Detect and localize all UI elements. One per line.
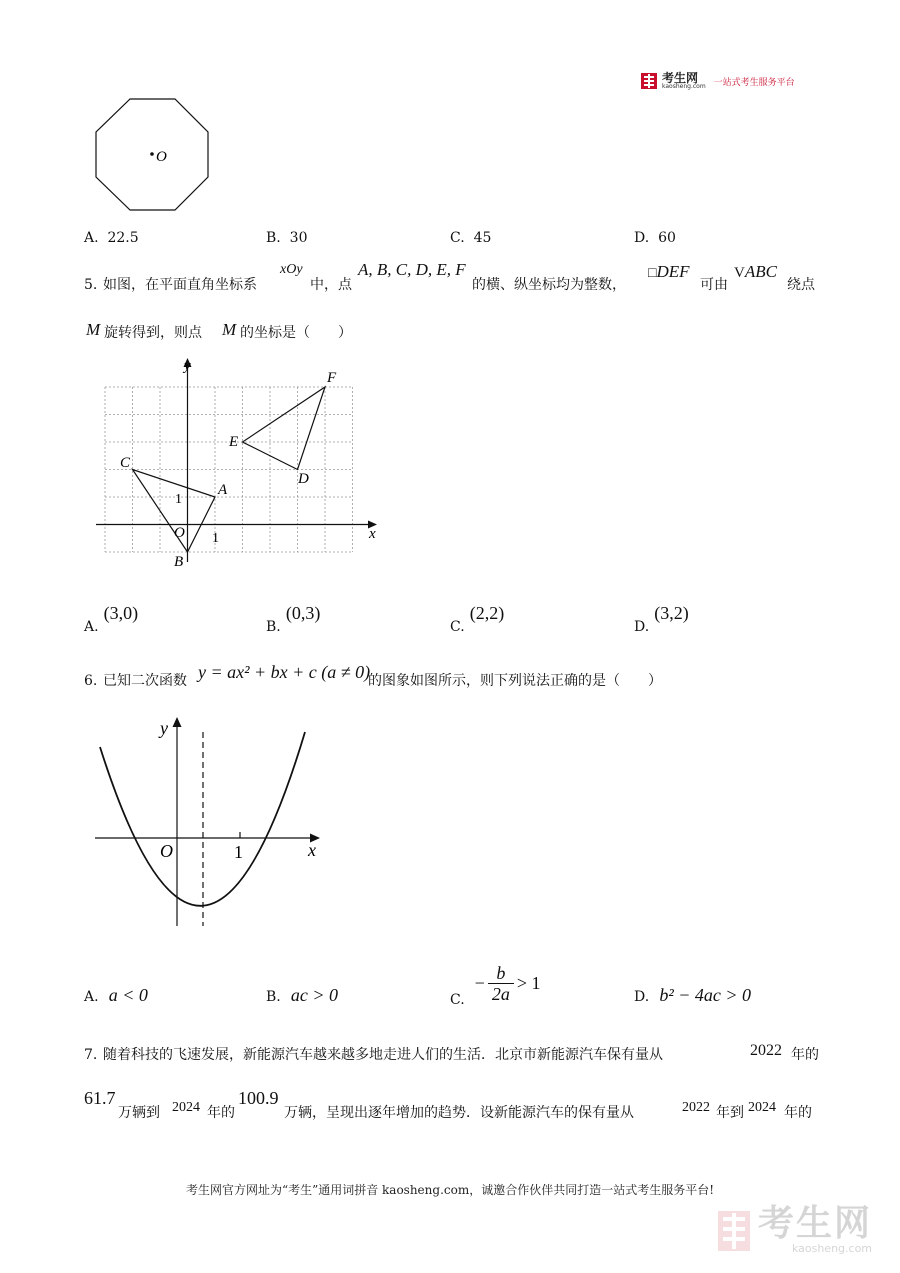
label-d: D	[298, 471, 309, 487]
q5-text-4: 可由	[700, 277, 728, 293]
q5-text-6: 旋转得到，则点	[104, 325, 202, 341]
q5-option-a[interactable]: A. (3,0)	[84, 603, 139, 635]
q6-math-func: y = ax² + bx + c (a ≠ 0)	[198, 662, 371, 682]
parabola-curve	[100, 732, 305, 906]
q6-option-b[interactable]: B. ac > 0	[266, 985, 339, 1005]
q7-value-2: 100.9	[238, 1088, 279, 1108]
q7-text-6: 年的	[784, 1105, 812, 1121]
q6-option-d[interactable]: D. b² − 4ac > 0	[634, 985, 752, 1005]
q7-value-1: 61.7	[84, 1088, 116, 1108]
q7-year-3: 2022	[682, 1100, 710, 1115]
q6-number: 6.	[84, 673, 98, 689]
q7-year-4: 2024	[748, 1100, 776, 1115]
q4-option-b[interactable]: B. 30	[266, 230, 308, 246]
q5-text-5: 绕点	[787, 277, 815, 293]
tick-label: 1	[234, 842, 243, 862]
label-b: B	[174, 554, 184, 570]
y-axis-label: y	[184, 358, 191, 374]
header-brand-en: kaosheng.com	[662, 83, 706, 90]
q5-text-3: 的横、纵坐标均为整数，	[472, 277, 626, 293]
q5-text-2: 中，点	[310, 277, 352, 293]
q5-math-def: □DEF	[648, 262, 690, 281]
y-tick-label: 1	[175, 492, 182, 507]
q5-number: 5.	[84, 277, 98, 293]
q7-text-4: 万辆，呈现出逐年增加的趋势．设新能源汽车的保有量从	[284, 1105, 634, 1121]
header-slogan: 一站式考生服务平台	[713, 77, 795, 88]
label-e: E	[229, 434, 239, 450]
label-f: F	[327, 370, 337, 386]
q6-text-2: 的图象如图所示，则下列说法正确的是（ ）	[368, 673, 662, 689]
x-axis-label: x	[369, 526, 376, 542]
q7-text-2: 万辆到	[118, 1105, 160, 1121]
origin-label: O	[160, 841, 173, 861]
q4-option-d[interactable]: D. 60	[634, 230, 676, 246]
q5-math-m2: M	[222, 320, 237, 339]
q7-year-2: 2024	[172, 1100, 200, 1115]
q7-year-1: 2022	[750, 1042, 782, 1059]
octagon-figure	[90, 95, 215, 215]
header-brand	[662, 72, 706, 90]
center-label: O	[156, 149, 167, 165]
q7-line-1-end: 年的	[791, 1047, 819, 1063]
q5-option-b[interactable]: B. (0,3)	[266, 603, 321, 635]
watermark	[716, 1203, 873, 1255]
q5-grid-figure	[90, 350, 385, 580]
watermark-cn: 考生网	[758, 1203, 873, 1244]
origin-label: O	[174, 525, 185, 541]
q7-line-1: 随着科技的飞速发展，新能源汽车越来越多地走进人们的生活．北京市新能源汽车保有量从	[103, 1047, 663, 1063]
q4-option-c[interactable]: C. 45	[450, 230, 492, 246]
q5-math-xoy: xOy	[280, 262, 303, 277]
kaosheng-logo-icon	[640, 72, 658, 90]
x-tick-label: 1	[212, 531, 219, 546]
header-brand-cn: 考生网	[662, 71, 699, 85]
q5-math-points: A, B, C, D, E, F	[358, 260, 466, 279]
header-logo	[640, 72, 795, 90]
watermark-logo-icon	[716, 1209, 752, 1253]
label-a: A	[218, 482, 228, 498]
q5-text-1: 如图，在平面直角坐标系	[103, 277, 257, 293]
q5-math-m1: M	[86, 320, 101, 339]
center-point	[150, 152, 154, 156]
q7-text-5: 年到	[716, 1105, 744, 1121]
q6-text-1: 已知二次函数	[103, 673, 187, 689]
q7-text-3: 年的	[207, 1105, 235, 1121]
q5-option-d[interactable]: D. (3,2)	[634, 603, 689, 635]
y-axis-arrow	[173, 717, 182, 727]
q5-option-c[interactable]: C. (2,2)	[450, 603, 505, 635]
q6-option-a[interactable]: A. a < 0	[84, 985, 148, 1005]
q5-math-abc: VABC	[734, 262, 777, 281]
q5-text-7: 的坐标是（ ）	[240, 325, 352, 341]
grid-lines	[105, 387, 353, 552]
watermark-en: kaosheng.com	[791, 1242, 873, 1255]
q4-option-a[interactable]: A. 22.5	[84, 230, 139, 246]
y-axis-label: y	[160, 718, 168, 738]
footer-text: 考生网官方网址为“考生”通用词拼音 kaosheng.com，诚邀合作伙伴共同打造一站式考生服务平台!	[185, 1183, 715, 1197]
triangle-def	[243, 387, 326, 470]
x-axis-label: x	[308, 840, 316, 860]
q6-option-c[interactable]: C. − b 2a > 1	[450, 963, 541, 1008]
label-c: C	[120, 455, 131, 471]
q6-parabola-figure	[90, 712, 330, 934]
q7-number: 7.	[84, 1047, 98, 1063]
